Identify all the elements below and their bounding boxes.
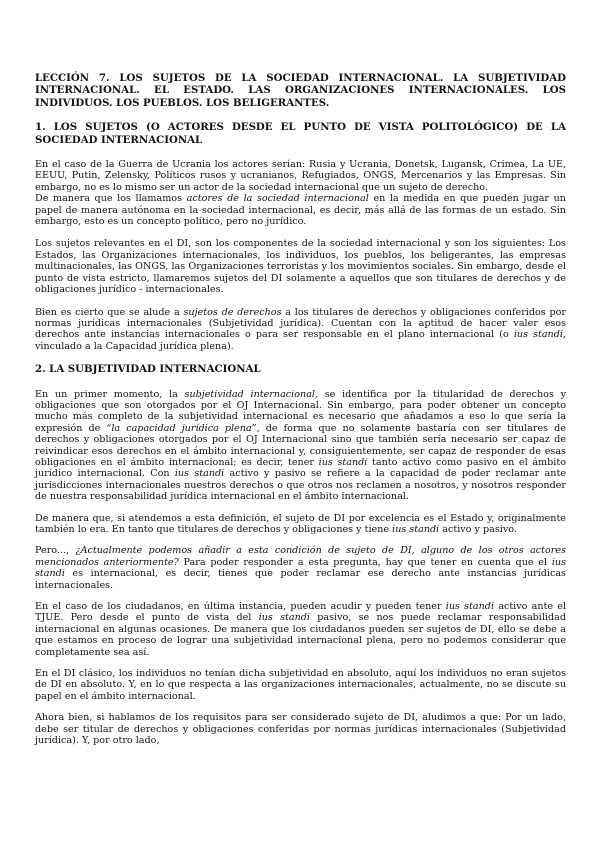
italic-term: sujetos de derechos [183, 306, 282, 318]
paragraph-text: tanto activo como pasivo en el ámbito jurídico internacional. Con [35, 456, 566, 480]
italic-term: subjetividad internacional, [184, 388, 319, 400]
section-2-paragraph-2 [35, 513, 566, 536]
paragraph-text: Bien es cierto que se alude a [35, 306, 184, 318]
italic-term: ius standi [35, 556, 566, 580]
section-2-paragraph-6: Ahora bien, si hablamos de los requisitos para ser considerado sujeto de DI, aludimos a que: Por un lado, debe ser titular de derechos y obligaciones conferidas por normas jurídicas internacionales (Subjetividad jurídica). Y, por otro lado, [35, 712, 566, 747]
paragraph-text: En el caso de los ciudadanos, en última instancia, pueden acudir y pueden tener [35, 601, 446, 613]
paragraph-text: De manera que, si atendemos a esta definición, el sujeto de DI por excelencia es el Estado y, originalmente también lo era. En tanto que titulares de derechos y obligaciones y tiene [35, 512, 566, 535]
italic-term: ius standi [258, 612, 310, 624]
paragraph-text: activo y pasivo. [439, 524, 517, 535]
lesson-title: LECCIÓN 7. LOS SUJETOS DE LA SOCIEDAD INTERNACIONAL. LA SUBJETIVIDAD INTERNACIONAL. EL ESTADO. LAS ORGANIZACIONES INTERNACIONALES. LOS INDIVIDUOS. LOS PUEBLOS. LOS BELIGERANTES. [35, 72, 566, 109]
italic-term: ius standi, [513, 329, 566, 341]
paragraph-text: es internacional, es decir, tienes que poder reclamar ese derecho ante instancias jurídicas internacionales. [35, 568, 566, 591]
section-1-heading: 1. LOS SUJETOS (O ACTORES DESDE EL PUNTO DE VISTA POLITOLÓGICO) DE LA SOCIEDAD INTERNACIONAL [35, 121, 566, 146]
section-1-paragraph-3 [35, 307, 566, 353]
section-2-heading: 2. LA SUBJETIVIDAD INTERNACIONAL [35, 363, 261, 376]
paragraph-text: En un primer momento, la [35, 388, 185, 400]
paragraph-text: activo y pasivo se refiere a la capacidad de poder reclamar ante jurisdicciones internacionales nuestros derechos o que otros nos reclamen a nosotros, y nosotros responder de nuestra responsabilidad jurídica internacional en el ámbito internacional. [35, 468, 566, 503]
italic-term: ius standi [318, 456, 368, 468]
italic-term: ius standi [174, 468, 225, 480]
paragraph-text: En el caso de la Guerra de Ucrania los actores serían: Rusia y Ucrania, Donetsk, Lugansk, Crimea, La UE, EEUU, Putin, Zelensky, Políticos rusos y ucranianos, Refugiados, ONGS, Mercenarios y las Empresas. Sin embargo, no es lo mismo ser un actor de la sociedad internacional que un sujeto de derecho. [35, 159, 566, 193]
italic-question: ¿Actualmente podemos añadir a esta condición de sujeto de DI, alguno de los otros actores mencionados anteriormente? [35, 545, 566, 568]
section-2-paragraph-5: En el DI clásico, los individuos no tenían dicha subjetividad en absoluto, aquí los individuos no eran sujetos de DI en absoluto. Y, en lo que respecta a las organizaciones internacionales, actualmente, no se discute su papel en el ámbito internacional. [35, 668, 566, 702]
italic-term: ius standi [445, 601, 495, 613]
italic-term: actores de la sociedad internacional [186, 193, 369, 205]
section-2-paragraph-4 [35, 601, 566, 658]
italic-term: “la capacidad jurídica plena”, [106, 422, 260, 434]
paragraph-text: en la medida en que pueden jugar un papel de manera autónoma en la sociedad internacional, es decir, más allá de las formas de un estado. Sin embargo, esto es un concepto político, pero no jurídico. [35, 193, 566, 228]
italic-term: ius standi [392, 524, 440, 535]
section-1-paragraph-2: Los sujetos relevantes en el DI, son los componentes de la sociedad internacional y son los siguientes: Los Estados, las Organizaciones internacionales, los individuos, los pueblos, los beligerantes, las empresas multinacionales, las ONGS, las Organizaciones terroristas y los movimientos sociales. Sin embargo, desde el punto de vista estricto, llamaremos sujetos del DI solamente a aquellos que son titulares de derechos y de obligaciones jurídico - internacionales. [35, 238, 566, 296]
paragraph-text: a los titulares de derechos y obligaciones conferidos por normas jurídicas internacionales (Subjetividad jurídica). Cuentan con la aptitud de hacer valer esos derechos ante instancias internacionales o para ser responsable en el plano internacional (o [35, 306, 566, 341]
paragraph-text: de forma que no solamente bastaría con ser titulares de derechos y obligaciones otorgados por el OJ Internacional sino que también sería necesario ser capaz de reivindicar esos derechos en el ámbito internacional y, consiguientemente, ser capaz de responder de esas obligaciones en el ámbito internacional; es decir, tener [35, 422, 566, 468]
paragraph-text: Para poder responder a esta pregunta, hay que tener en cuenta que el [178, 556, 552, 568]
paragraph-text: activo ante el TJUE. Pero desde el punto de vista del [35, 601, 567, 624]
section-1-paragraph-1 [35, 159, 566, 227]
paragraph-text: Pero..., [35, 545, 76, 557]
paragraph-text: pasivo, se nos puede reclamar responsabilidad internacional en algunas ocasiones. De manera que los ciudadanos pueden ser sujetos de DI, ello se debe a que estamos en proceso de lograr una subjetividad internacional plena, pero no podemos considerar que completamente sea así. [35, 612, 567, 658]
paragraph-text: vinculado a la Capacidad jurídica plena). [35, 340, 234, 352]
paragraph-text: se identifica por la titularidad de derechos y obligaciones que son otorgados por el OJ Internacional. Sin embargo, para poder obtener un concepto mucho más completo de la subjetividad internacional es necesario que añadamos a eso lo que sería la expresión de [35, 388, 566, 434]
paragraph-text: De manera que los llamamos [35, 193, 187, 205]
section-2-paragraph-1 [35, 389, 566, 503]
section-2-paragraph-3 [35, 545, 566, 591]
